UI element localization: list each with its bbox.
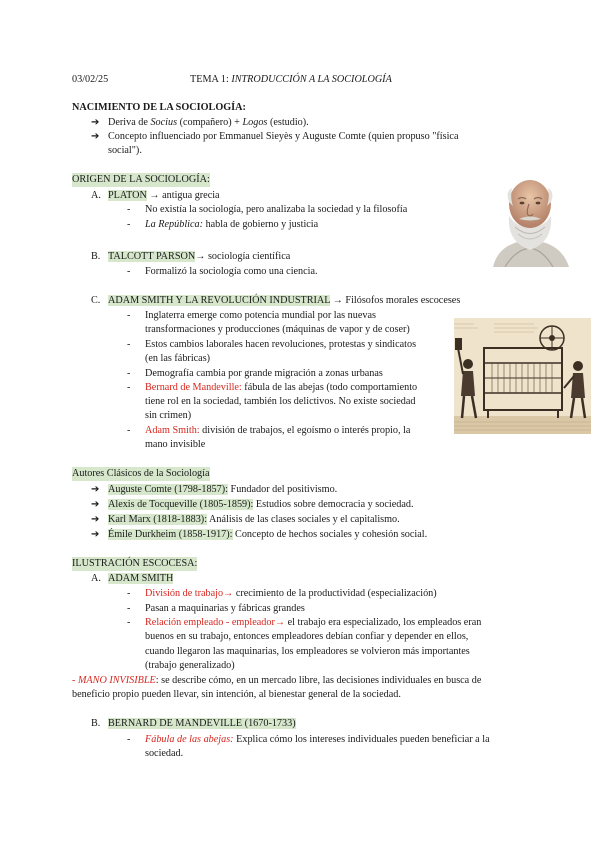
text: (compañero) + <box>177 117 243 128</box>
autor-item <box>108 483 337 497</box>
dash-bullet: - <box>127 588 131 599</box>
origen-c-detail-3: Demografía cambia por grande migración a zonas urbanas <box>145 368 383 379</box>
origen-b-detail-1: Formalizó la sociología como una ciencia. <box>145 266 318 277</box>
text: Émile Durkheim (1858-1917): <box>108 529 233 540</box>
text: Relación empleado - empleador→ <box>145 617 286 628</box>
text: - MANO INVISIBLE <box>72 675 156 686</box>
industrial-loom-image <box>454 318 591 434</box>
arrow-bullet-icon: ➔ <box>91 529 100 540</box>
mano-invisible-l2: beneficio propio pueden llevar, sin intención, al bienestar general de la sociedad. <box>72 689 401 700</box>
text: → antigua grecia <box>146 190 220 201</box>
header-topic-prefix: TEMA 1: <box>190 74 232 85</box>
header-topic <box>190 73 392 87</box>
text: Alexis de Tocqueville (1805-1859): <box>108 499 254 510</box>
text: fábula de las abejas (todo comportamiento <box>241 382 418 393</box>
text: BERNARD DE MANDEVILLE (1670-1733) <box>108 718 296 729</box>
dash-bullet: - <box>127 734 131 745</box>
list-letter-b: B. <box>91 251 101 262</box>
text: Auguste Comte (1798-1857): <box>108 484 228 495</box>
nacimiento-item-1 <box>108 116 309 130</box>
ilustracion-b-detail-1-l2: sociedad. <box>145 748 184 759</box>
list-letter-b: B. <box>91 718 101 729</box>
dash-bullet: - <box>127 339 131 350</box>
text: habla de gobierno y justicia <box>203 219 319 230</box>
dash-bullet: - <box>127 368 131 379</box>
text: Karl Marx (1818-1883): <box>108 514 208 525</box>
origen-c-detail-2-l1: Estos cambios laborales hacen revoluciones, protestas y sindicatos <box>145 339 417 350</box>
section-title-ilustracion: ILUSTRACIÓN ESCOCESA: <box>72 558 198 569</box>
origen-c-detail-5-l1 <box>145 424 410 438</box>
dash-bullet: - <box>127 382 131 393</box>
list-letter-a: A. <box>91 573 101 584</box>
text: división de trabajos, el egoísmo o interés propio, la <box>199 425 411 436</box>
nacimiento-item-2-line2: social"). <box>108 145 142 156</box>
arrow-bullet-icon: ➔ <box>91 131 100 142</box>
text: el trabajo era especializado, los empleados eran <box>285 617 482 628</box>
origen-b-heading <box>108 250 290 264</box>
section-title-autores: Autores Clásicos de la Sociología <box>72 468 210 479</box>
text: Adam Smith: <box>145 425 200 436</box>
origen-c-detail-4-l1 <box>145 381 417 395</box>
autor-item <box>108 528 427 542</box>
text: Explica cómo los intereses individuales pueden beneficiar a la <box>233 734 490 745</box>
text: ADAM SMITH <box>108 573 174 584</box>
ilustracion-a-heading <box>108 572 173 586</box>
text: Fábula de las abejas: <box>145 734 234 745</box>
mano-invisible-l1 <box>72 674 481 688</box>
text: (estudio). <box>267 117 309 128</box>
dash-bullet: - <box>127 219 131 230</box>
dash-bullet: - <box>127 310 131 321</box>
origen-a-heading <box>108 189 220 203</box>
section-title-nacimiento: NACIMIENTO DE LA SOCIOLOGÍA: <box>72 102 246 113</box>
autor-item <box>108 513 400 527</box>
text: PLATON <box>108 190 147 201</box>
ilustracion-a-detail-2: Pasan a maquinarias y fábricas grandes <box>145 603 305 614</box>
text: La República: <box>145 219 204 230</box>
dash-bullet: - <box>127 266 131 277</box>
text: ADAM SMITH Y LA REVOLUCIÓN INDUSTRIAL <box>108 295 331 306</box>
text: Bernard de Mandeville: <box>145 382 242 393</box>
ilustracion-a-detail-3-l1 <box>145 616 481 630</box>
text: Fundador del positivismo. <box>227 484 338 495</box>
text: Análisis de las clases sociales y el capitalismo. <box>207 514 400 525</box>
header-topic-title: INTRODUCCIÓN A LA SOCIOLOGÍA <box>231 74 392 85</box>
ilustracion-a-detail-3-l2: buenos en su trabajo, entonces empleadores debían confiar y depender en ellos, <box>145 631 469 642</box>
text: Socius <box>150 117 178 128</box>
arrow-bullet-icon: ➔ <box>91 514 100 525</box>
text: → sociología científica <box>195 251 291 262</box>
text: Estudios sobre democracia y sociedad. <box>253 499 414 510</box>
origen-c-detail-5-l2: mano invisible <box>145 439 206 450</box>
text: Concepto de hechos sociales y cohesión social. <box>232 529 428 540</box>
origen-c-detail-2-l2: (en las fábricas) <box>145 353 211 364</box>
text: → Filósofos morales escoceses <box>330 295 461 306</box>
text: TALCOTT PARSON <box>108 251 196 262</box>
section-title-origen: ORIGEN DE LA SOCIOLOGÍA: <box>72 174 210 185</box>
socrates-bust-image <box>485 172 575 267</box>
origen-c-heading <box>108 294 460 308</box>
origen-a-detail-2 <box>145 218 318 232</box>
arrow-bullet-icon: ➔ <box>91 499 100 510</box>
text: División de trabajo→ <box>145 588 234 599</box>
origen-c-detail-4-l2: tiene rol en la sociedad, también los delictivos. No existe sociedad <box>145 396 416 407</box>
list-letter-a: A. <box>91 190 101 201</box>
dash-bullet: - <box>127 425 131 436</box>
dash-bullet: - <box>127 204 131 215</box>
ilustracion-b-detail-1-l1 <box>145 733 490 747</box>
text: Logos <box>242 117 268 128</box>
autor-item <box>108 498 414 512</box>
origen-c-detail-1-l1: Inglaterra emerge como potencia mundial por las nuevas <box>145 310 376 321</box>
loom-engraving-icon <box>454 318 591 434</box>
origen-a-detail-1: No existía la sociología, pero analizaba la sociedad y la filosofía <box>145 204 408 215</box>
ilustracion-a-detail-1 <box>145 587 437 601</box>
dash-bullet: - <box>127 603 131 614</box>
ilustracion-a-detail-3-l3: cuando llegaron las maquinarias, los empleadores se volvieron más importantes <box>145 646 470 657</box>
text: Deriva de <box>108 117 151 128</box>
text: : se describe cómo, en un mercado libre, las decisiones individuales en busca de <box>155 675 482 686</box>
dash-bullet: - <box>127 617 131 628</box>
text: crecimiento de la productividad (especialización) <box>233 588 437 599</box>
origen-c-detail-1-l2: transformaciones y producciones (máquinas de vapor y de coser) <box>145 324 410 335</box>
ilustracion-a-detail-3-l4: (trabajo generalizado) <box>145 660 235 671</box>
origen-c-detail-4-l3: sin crimen) <box>145 410 192 421</box>
nacimiento-item-2-line1: Concepto influenciado por Emmanuel Sieyès y Auguste Comte (quien propuso "física <box>108 131 459 142</box>
socrates-bust-icon <box>485 172 575 267</box>
list-letter-c: C. <box>91 295 101 306</box>
header-date: 03/02/25 <box>72 74 109 85</box>
arrow-bullet-icon: ➔ <box>91 117 100 128</box>
ilustracion-b-heading <box>108 717 296 731</box>
arrow-bullet-icon: ➔ <box>91 484 100 495</box>
